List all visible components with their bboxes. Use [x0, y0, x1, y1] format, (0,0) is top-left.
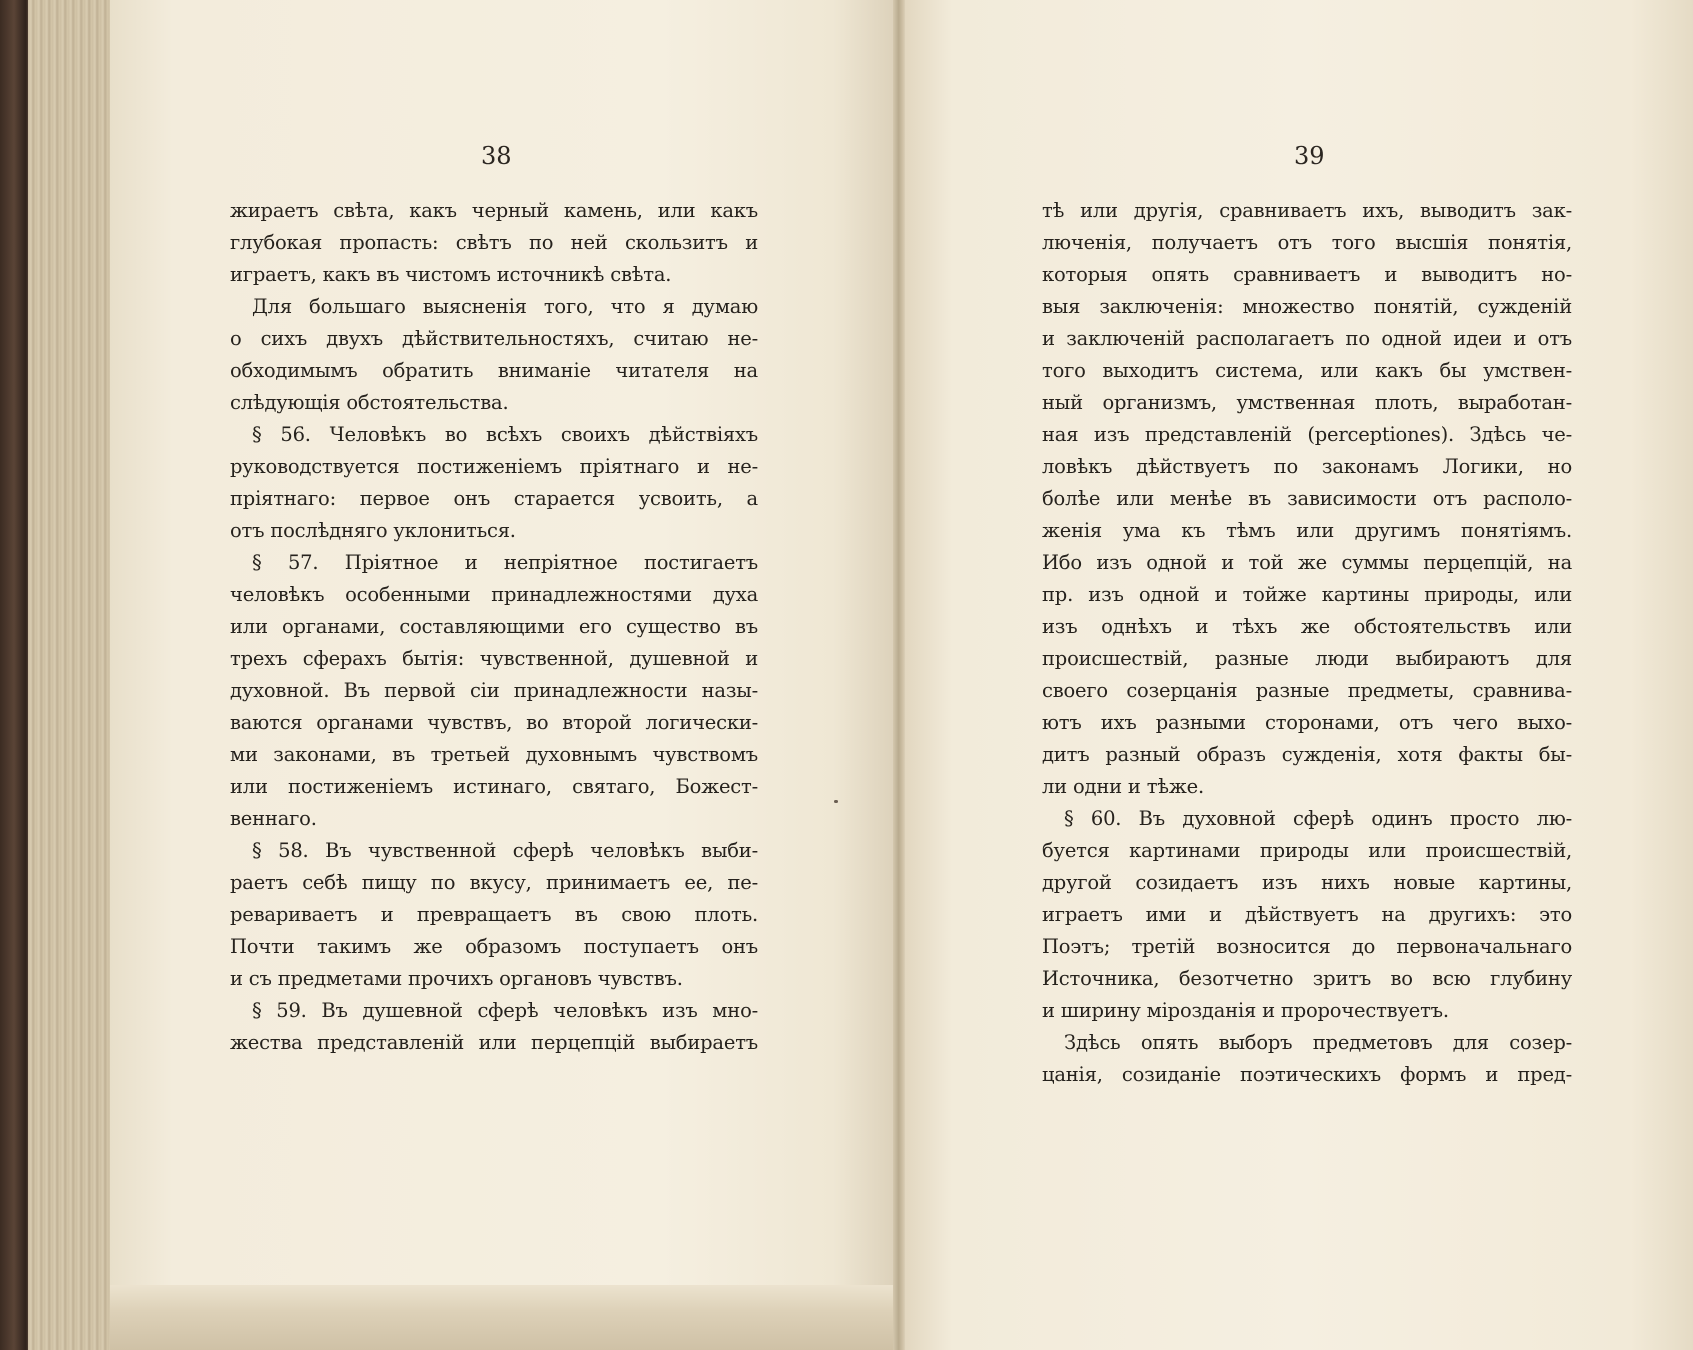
- text-line: или органами, составляющими его существо въ: [230, 615, 758, 638]
- text-line: § 57. Пріятное и непріятное постигаетъ: [252, 551, 758, 574]
- paper-speck: [834, 800, 838, 803]
- text-line: Здѣсь опять выборъ предметовъ для созер-: [1064, 1031, 1572, 1054]
- text-line: буется картинами природы или происшествій,: [1042, 839, 1572, 862]
- text-line: Источника, безотчетно зритъ во всю глубину: [1042, 967, 1572, 990]
- text-line: того выходитъ система, или какъ бы умствен-: [1042, 359, 1572, 382]
- text-line: реваривaетъ и превращаетъ въ свою плоть.: [230, 903, 758, 926]
- text-line: Почти такимъ же образомъ поступаетъ онъ: [230, 935, 758, 958]
- text-line: Для большаго выясненія того, что я думаю: [252, 295, 758, 318]
- text-line: которыя опять сравниваетъ и выводитъ но-: [1042, 263, 1572, 286]
- text-line: жества представленій или перцепцій выбираетъ: [230, 1031, 758, 1054]
- text-line: жираетъ свѣта, какъ черный камень, или какъ: [230, 199, 758, 222]
- text-line: играетъ, какъ въ чистомъ источникѣ свѣта.: [230, 263, 672, 286]
- left-page-number: 38: [481, 142, 512, 170]
- text-line: трехъ сферахъ бытія: чувственной, душевной и: [230, 647, 758, 670]
- text-line: ный организмъ, умственная плоть, выработан-: [1042, 391, 1572, 414]
- right-page-text: [1042, 195, 1572, 1091]
- text-line: человѣкъ особенными принадлежностями духа: [230, 583, 758, 606]
- text-line: ли одни и тѣже.: [1042, 775, 1204, 798]
- text-line: веннаго.: [230, 807, 317, 830]
- text-line: § 60. Въ духовной сферѣ одинъ просто лю-: [1064, 807, 1572, 830]
- right-page-number: 39: [1294, 142, 1325, 170]
- text-line: пріятнаго: первое онъ старается усвоить, а: [230, 487, 758, 510]
- text-line: глубокая пропасть: свѣтъ по ней скользитъ и: [230, 231, 758, 254]
- text-line: и ширину мірозданія и пророчествуетъ.: [1042, 999, 1449, 1022]
- text-line: или постиженіемъ истинаго, святаго, Божест-: [230, 775, 758, 798]
- text-line: духовной. Въ первой сіи принадлежности назы-: [230, 679, 758, 702]
- text-line: другой созидаетъ изъ нихъ новые картины,: [1042, 871, 1572, 894]
- text-line: цанія, созиданіе поэтическихъ формъ и пред-: [1042, 1063, 1572, 1086]
- text-line: происшествій, разные люди выбираютъ для: [1042, 647, 1572, 670]
- text-line: слѣдующія обстоятельства.: [230, 391, 509, 414]
- text-line: отъ послѣдняго уклониться.: [230, 519, 516, 542]
- text-line: болѣе или менѣе въ зависимости отъ располо-: [1042, 487, 1572, 510]
- text-line: § 59. Въ душевной сферѣ человѣкъ изъ мно-: [252, 999, 758, 1022]
- text-line: дитъ разный образъ сужденія, хотя факты бы-: [1042, 743, 1572, 766]
- left-page-text: [230, 195, 758, 1059]
- text-line: руководствуется постиженіемъ пріятнаго и не-: [230, 455, 758, 478]
- text-line: люченія, получаетъ отъ того высшія понятія,: [1042, 231, 1572, 254]
- text-line: § 58. Въ чувственной сферѣ человѣкъ выби-: [252, 839, 758, 862]
- left-page-bottom-edge: [110, 1285, 896, 1350]
- text-line: женія ума къ тѣмъ или другимъ понятіямъ.: [1042, 519, 1572, 542]
- text-line: тѣ или другія, сравниваетъ ихъ, выводитъ зак-: [1042, 199, 1572, 222]
- text-line: о сихъ двухъ дѣйствительностяхъ, считаю не-: [230, 327, 758, 350]
- text-line: Поэтъ; третій возносится до первоначальнаго: [1042, 935, 1572, 958]
- text-line: раетъ себѣ пищу по вкусу, принимаетъ ее, пе-: [230, 871, 758, 894]
- text-line: играетъ ими и дѣйствуетъ на другихъ: это: [1042, 903, 1572, 926]
- text-line: ми законами, въ третьей духовнымъ чувствомъ: [230, 743, 758, 766]
- text-line: ваются органами чувствъ, во второй логически-: [230, 711, 758, 734]
- text-line: Ибо изъ одной и той же суммы перцепцій, на: [1042, 551, 1572, 574]
- text-line: своего созерцанія разные предметы, сравнива-: [1042, 679, 1572, 702]
- text-line: ютъ ихъ разными сторонами, отъ чего выхо-: [1042, 711, 1572, 734]
- text-line: ная изъ представленій (perceptiones). Здѣсь че-: [1042, 423, 1572, 446]
- text-line: обходимымъ обратить вниманіе читателя на: [230, 359, 758, 382]
- text-line: выя заключенія: множество понятій, сужденій: [1042, 295, 1572, 318]
- text-line: пр. изъ одной и тойже картины природы, или: [1042, 583, 1572, 606]
- text-line: ловѣкъ дѣйствуетъ по законамъ Логики, но: [1042, 455, 1572, 478]
- text-line: изъ однѣхъ и тѣхъ же обстоятельствъ или: [1042, 615, 1572, 638]
- text-line: § 56. Человѣкъ во всѣхъ своихъ дѣйствіяхъ: [252, 423, 758, 446]
- text-line: и съ предметами прочихъ органовъ чувствъ.: [230, 967, 683, 990]
- text-line: и заключеній располагаетъ по одной идеи и отъ: [1042, 327, 1572, 350]
